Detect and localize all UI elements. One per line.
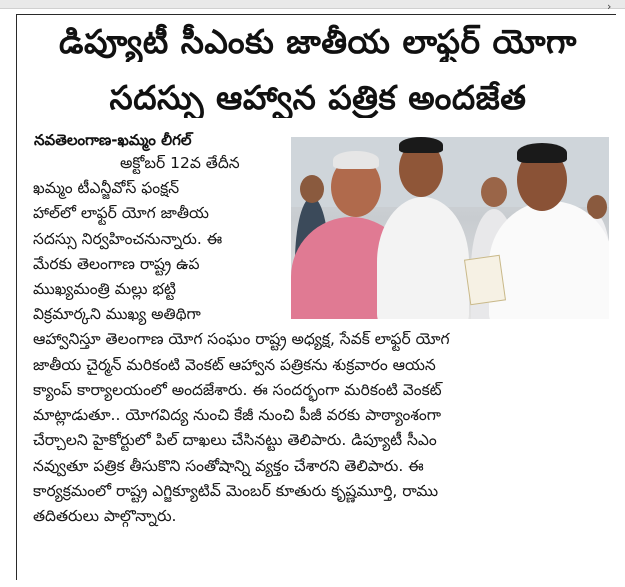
scroll-marker: › — [607, 0, 612, 13]
article-line: ముఖ్యమంత్రి మల్లు భట్టి — [33, 280, 176, 298]
article-line: విక్రమార్కని ముఖ్య అతిథిగా — [33, 305, 201, 323]
photo-person-hair — [399, 137, 443, 153]
photo-person-head — [300, 175, 324, 203]
article-line: కార్యక్రమంలో రాష్ట్ర ఎగ్జిక్యూటివ్ మెంబర్ కూతురు కృష్ణమూర్తి, రాము — [33, 482, 439, 500]
headline-line-1: డిప్యూటీ సీఎంకు జాతీయ లాఫ్టర్ యోగా — [59, 22, 577, 61]
photo-person-head — [481, 177, 507, 207]
article-line: తదితరులు పాల్గొన్నారు. — [33, 507, 177, 525]
photo-person-hair — [333, 151, 379, 169]
article-line: మాట్లాడుతూ.. యోగవిద్య నుంచి కేజీ నుంచి పీజీ వరకు పాఠ్యాంశంగా — [33, 406, 441, 424]
page-top-edge — [0, 0, 625, 9]
article-line: ఆహ్వానిస్తూ తెలంగాణ యోగ సంఘం రాష్ట్ర అధ్యక్ష, సేవక్ లాఫ్టర్ యోగ — [33, 330, 450, 348]
article-line: ఖమ్మం టీఎన్జీవోస్ ఫంక్షన్ — [33, 179, 180, 197]
photo-invitation-card — [464, 255, 506, 306]
article-line: జాతీయ చైర్మన్ మరికంటి వెంకట్ ఆహ్వాన పత్రికను శుక్రవారం ఆయన — [33, 356, 436, 374]
news-photo — [291, 137, 609, 319]
article-line: హాల్‌లో లాఫ్టర్ యోగ జాతీయ — [33, 204, 209, 222]
photo-person-receiving — [489, 201, 609, 319]
article-line: సదస్సు నిర్వహించనున్నారు. ఈ — [33, 230, 223, 248]
photo-person-white-shirt — [377, 197, 469, 319]
article-line: అక్టోబర్ 12వ తేదీన — [120, 154, 240, 172]
article-line: మేరకు తెలంగాణ రాష్ట్ర ఉప — [33, 255, 200, 273]
article-line: చేర్చాలని హైకోర్టులో పిల్ దాఖలు చేసినట్టు తెలిపారు. డిప్యూటీ సీఎం — [33, 431, 437, 449]
headline-line-2: సదస్సు ఆహ్వాన పత్రిక అందజేత — [109, 78, 527, 117]
byline: నవతెలంగాణ-ఖమ్మం లీగల్ — [34, 131, 192, 149]
article-line: క్యాంప్ కార్యాలయంలో అందజేశారు. ఈ సందర్భంగా మరికంటి వెంకట్ — [33, 381, 442, 399]
article-line: నవ్వుతూ పత్రిక తీసుకొని సంతోషాన్ని వ్యక్తం చేశారని తెలిపారు. ఈ — [33, 457, 424, 475]
photo-person-hair — [517, 143, 567, 163]
